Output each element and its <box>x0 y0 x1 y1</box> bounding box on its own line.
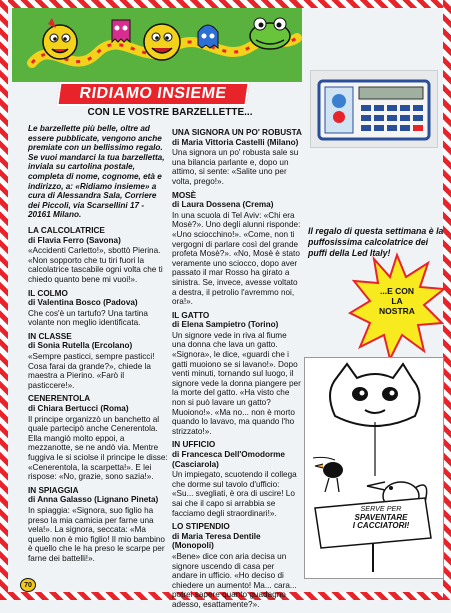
article-title: IN UFFICIO <box>172 440 216 450</box>
decorative-border-left <box>0 0 8 600</box>
article-body: Il principe organizzò un banchetto al quale partecipò anche Cenerentola. Ella mangiò molto eppoi, a mezzanotte, se ne andò via. Mentre fuggiva le si sciolse il principe le disse: «Cenerentola, la scarpetta!». E lei rispose: «No, grazie, sono sazia!». <box>28 414 168 482</box>
article-body: «Accidenti Carletto!», sbottò Pierina. «Non sopporto che tu tiri fuori la calcolatrice tascabile ogni volta che ti chiedo quanto bene mi vuoi!». <box>28 246 163 284</box>
article-author: di Maria Teresa Dentile (Monopoli) <box>172 531 261 551</box>
article-title: IL COLMO <box>28 288 68 298</box>
article <box>172 440 302 518</box>
gift-caption: Il regalo di questa settimana è la puffosissima calcolatrice dei puffi della Led Italy! <box>308 226 444 258</box>
article <box>28 332 168 391</box>
article-body: In spiaggia: «Signora, suo figlio ha preso la mia camicia per farne una vela!». La signora, seccata: «Ma quello non è mio figlio! Il mio bambino è quello che le ha preso le scarpe per farne dei battelli!». <box>28 505 165 563</box>
article-author: di Francesca Dell'Omodorme (Casciarola) <box>172 450 285 469</box>
article <box>172 311 302 437</box>
article <box>28 289 168 328</box>
article-title: MOSÈ <box>172 190 197 200</box>
article <box>28 394 168 481</box>
article-title: LA CALCOLATRICE <box>28 225 105 235</box>
calculator-photo <box>310 70 438 148</box>
article-title: IL GATTO <box>172 310 210 320</box>
left-column <box>28 124 168 567</box>
article-body: Un signore vede in riva al fiume una donna che lava un gatto. «Signora», le dice, «guardi che i gatti muoiono se si lavano!». Dopo venti minuti, tornando sul luogo, il signore vede la donna piangere per la morte del gatto. «Ha visto che non si può lavare un gatto? Muoiono!». «Ma no... non è morto quando lo lavavo, ma quando l'ho strizzato!». <box>172 330 301 436</box>
article-body: «Bene» dice con aria decisa un signore uscendo di casa per andare in ufficio. «Ho deciso di chiedere un aumento! Ma... cara... potrei sapere quanto guadagno adesso, esattamente?». <box>172 551 297 609</box>
article <box>172 191 302 307</box>
article-title: LO STIPENDIO <box>172 522 230 532</box>
section-title: RIDIAMO INSIEME <box>56 82 249 106</box>
decorative-border-top <box>0 0 451 8</box>
sign-line: I CACCIATORI! <box>352 521 410 530</box>
article <box>172 522 302 609</box>
article-author: di Laura Dossena (Crema) <box>172 200 274 210</box>
article-author: di Flavia Ferro (Savona) <box>28 235 121 245</box>
article-author: di Anna Galasso (Lignano Pineta) <box>28 495 159 505</box>
sign-line: SERVE PER <box>360 504 402 513</box>
article-title: IN SPIAGGIA <box>28 485 79 495</box>
article-author: di Sonia Rutella (Ercolano) <box>28 341 133 351</box>
article <box>28 226 168 285</box>
article-body: In una scuola di Tel Aviv: «Chi era Mosè?». Uno degli alunni risponde: «Uno sciocchino!». «Come, non ti vergogni di parlare così del grande profeta Mosè?». «No, Mosè è stato veramente uno sciocco, dopo aver passato il mar Rosso ha girato a sinistra. Se, invece, avesse voltato a destra, il petrolio l'avremmo noi, ora!». <box>172 210 301 307</box>
article-body: «Sempre pasticci, sempre pasticci! Cosa farai da grande?», chiede la maestra a Pierino. «Farò il pasticcere!». <box>28 352 155 390</box>
page-number: 70 <box>20 578 36 592</box>
cartoon-illustration <box>304 357 444 579</box>
article-author: di Maria Vittoria Castelli (Milano) <box>172 137 299 147</box>
article <box>172 128 302 187</box>
cartoon-sign <box>334 505 428 531</box>
article-author: di Valentina Bosco (Padova) <box>28 298 138 308</box>
article-body: Che cos'è un tartufo? Una tartina volante non meglio identificata. <box>28 308 148 328</box>
article-author: di Elena Sampietro (Torino) <box>172 320 279 330</box>
article-title: UNA SIGNORA UN PO' ROBUSTA <box>172 128 302 137</box>
article <box>28 486 168 564</box>
article-author: di Chiara Bertucci (Roma) <box>28 404 129 414</box>
sign-line: SPAVENTARE <box>354 512 408 522</box>
intro-text: Le barzellette più belle, oltre ad essere pubblicate, vengono anche premiate con un bellissimo regalo. Se vuoi mandarci la tua barzelletta, inviala su cartolina postale, completa di nome, cognome, età e indirizzo, a: «Ridiamo insieme» a cura di Alessandra Sala, Corriere dei Piccoli, via Scarsellini 17 - 20161 Milano. <box>28 124 165 220</box>
article-body: Una signora un po' robusta sale su una bilancia parlante e, dopo un attimo, si sente: «Salite uno per volta, prego!». <box>172 148 299 186</box>
article-body: Un impiegato, scuotendo il collega che dorme sul tavolo d'ufficio: «Su... svegliati, è ora di uscire! Lo sai che il capo si arrabbia se facciamo degli straordinari!». <box>172 470 297 518</box>
burst-text: ...E CON LA NOSTRA <box>379 286 415 316</box>
right-column <box>172 124 302 613</box>
article-title: IN CLASSE <box>28 331 72 341</box>
article-title: CENERENTOLA <box>28 394 91 404</box>
section-subtitle: CON LE VOSTRE BARZELLETTE... <box>87 107 253 118</box>
header-illustration <box>12 8 302 82</box>
